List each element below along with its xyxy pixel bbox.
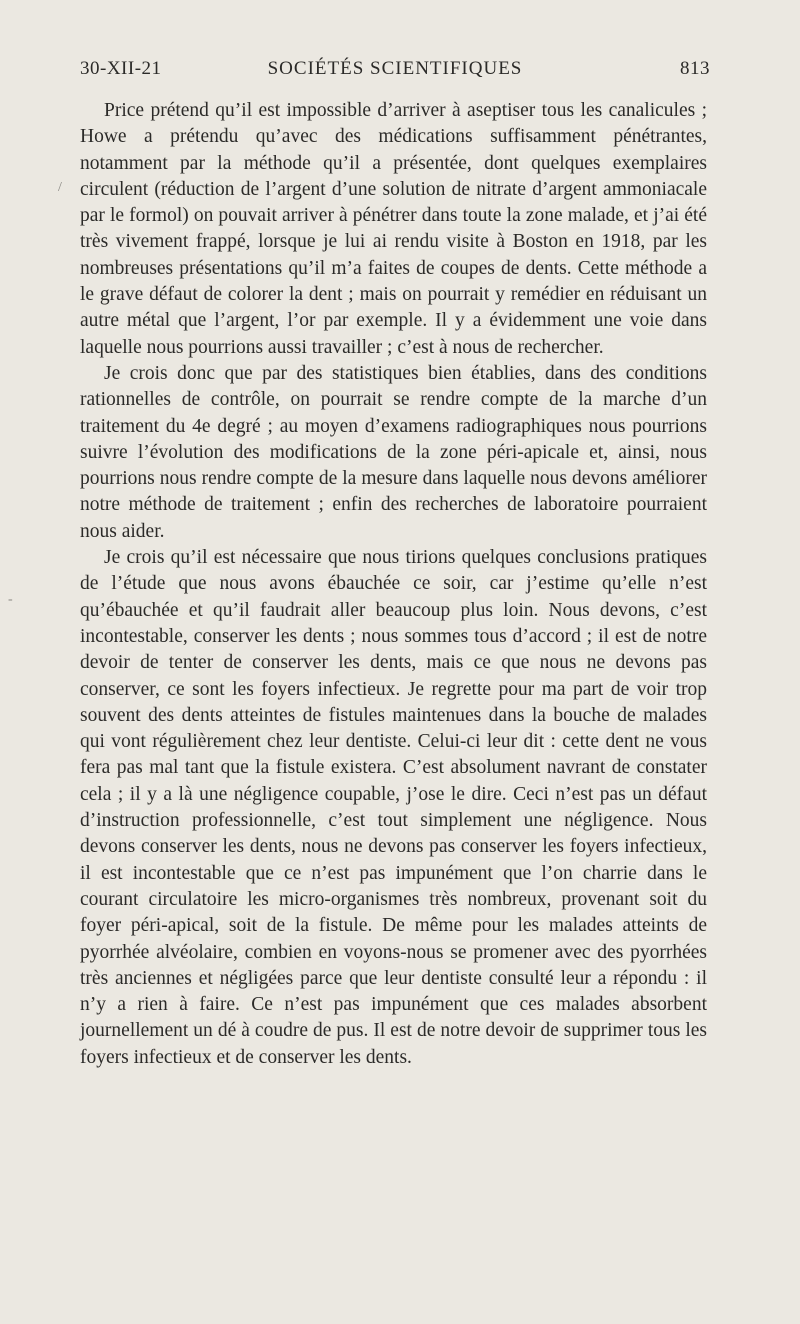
header-date: 30-XII-21	[80, 58, 162, 79]
paragraph-2: Je crois donc que par des statistiques bien établies, dans des conditions rationnelles de contrôle, on pourrait se rendre compte de la marche d’un traitement du 4e degré ; au moyen d’examens radiographiques nous pourrions suivre l’évolution des modifications de la zone péri-apicale et, ainsi, nous pourrions nous rendre compte de la mesure dans laquelle nous devons améliorer notre méthode de traitement ; enfin des recherches de laboratoire pourraient nous aider.	[80, 362, 707, 542]
running-head	[80, 58, 710, 88]
paragraph-3: Je crois qu’il est nécessaire que nous tirions quelques conclusions pratiques de l’étude que nous avons ébauchée ce soir, car j’estime qu’elle n’est qu’ébauchée et qu’il faudrait aller beaucoup plus loin. Nous devons, c’est incontestable, conserver les dents ; nous sommes tous d’accord ; il est de notre devoir de tenter de conserver les dents, mais ce que nous ne devons pas conserver, ce sont les foyers infectieux. Je regrette pour ma part de voir trop souvent des dents atteintes de fistules maintenues dans la bouche de malades qui vont régulièrement chez leur dentiste. Celui-ci leur dit : cette dent ne vous fera pas mal tant que la fistule existera. C’est absolument navrant de constater cela ; il y a là une négligence coupable, j’ose le dire. Ceci n’est pas un défaut d’instruction professionnelle, c’est tout simplement une négligence. Nous devons conserver les dents, nous ne devons pas conserver les foyers infectieux, il est incontestable que ce n’est pas impunément que l’on charrie dans le courant circulatoire les micro-organismes très nombreux, provenant soit du foyer péri-apical, soit de la fistule. De même pour les malades atteints de pyorrhée alvéolaire, combien en voyons-nous se promener avec des pyorrhées très anciennes et négligées parce que leur dentiste consulté leur a répondu : il n’y a rien à faire. Ce n’est pas impunément que ces malades absorbent journellement un dé à coudre de pus. Il est de notre devoir de supprimer tous les foyers infectieux et de conserver les dents.	[80, 547, 707, 1068]
page-number: 813	[680, 58, 710, 79]
paragraph-1: Price prétend qu’il est impossible d’arriver à aseptiser tous les canalicules ; Howe a prétendu qu’avec des médications suffisamment pénétrantes, notamment par la méthode qu’il a présentée, dont quelques exemplaires circulent (réduction de l’argent d’une solution de nitrate d’argent ammoniacale par le formol) on pouvait arriver à pénétrer dans toute la zone malade, et j’ai été très vivement frappé, lorsque je lui ai rendu visite à Boston en 1918, par les nombreuses présentations qu’il m’a faites de coupes de dents. Cette méthode a le grave défaut de colorer la dent ; mais on pourrait y remédier en réduisant un autre métal que l’argent, l’or par exemple. Il y a évidemment une voie dans laquelle nous pourrions aussi travailler ; c’est à nous de rechercher.	[80, 100, 707, 358]
margin-tick-mark: /	[58, 180, 62, 195]
body-text	[80, 98, 707, 1071]
margin-dash-mark: -	[8, 592, 13, 607]
header-section-title: SOCIÉTÉS SCIENTIFIQUES	[267, 58, 523, 79]
